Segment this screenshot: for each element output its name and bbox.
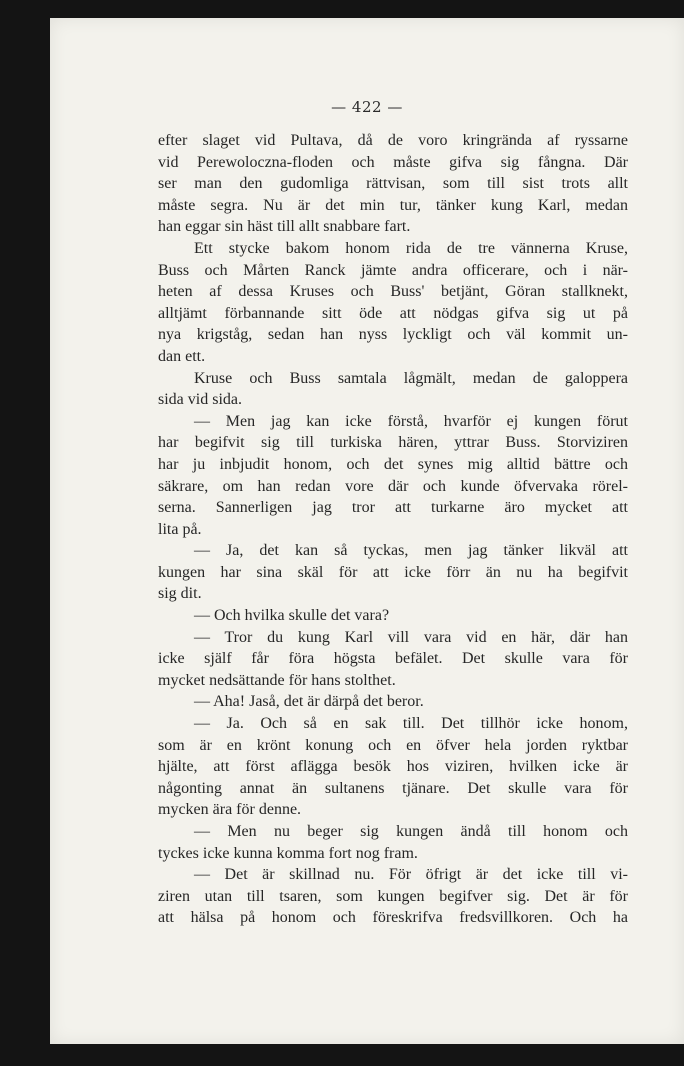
- text-line: nya krigståg, sedan han nyss lyckligt och väl kommit un-: [158, 326, 628, 344]
- text-line: Ett stycke bakom honom rida de tre vännerna Kruse,: [194, 239, 628, 257]
- text-line: lita på.: [158, 520, 202, 538]
- text-line: ziren utan till tsaren, som kungen begifver sig. Det är för: [158, 887, 628, 905]
- text-line: måste segra. Nu är det min tur, tänker kung Karl, medan: [158, 196, 628, 214]
- text-line: kungen har sina skäl för att icke förr än nu ha begifvit: [158, 563, 628, 581]
- text-line: Buss och Mårten Ranck jämte andra officerare, och i när-: [158, 261, 628, 279]
- text-line: någonting annat än sultanens tjänare. Det skulle vara för: [158, 779, 628, 797]
- text-line: har begifvit sig till turkiska hären, yttrar Buss. Storviziren: [158, 434, 628, 452]
- text-line: mycket nedsättande för hans stolthet.: [158, 671, 396, 689]
- text-line: att hälsa på honom och föreskrifva fredsvillkoren. Och ha: [158, 909, 628, 927]
- text-line: — Ja. Och så en sak till. Det tillhör icke honom,: [194, 715, 628, 733]
- text-line: serna. Sannerligen jag tror att turkarne äro mycket att: [158, 499, 628, 517]
- text-line: säkrare, om han redan vore där och kunde öfvervaka rörel-: [158, 477, 628, 495]
- text-line: ser man den gudomliga rättvisan, som till sist trots allt: [158, 175, 628, 193]
- text-line: sida vid sida.: [158, 391, 242, 409]
- text-line: mycken ära för denne.: [158, 801, 302, 819]
- text-line: han eggar sin häst till allt snabbare fart.: [158, 218, 411, 236]
- text-line: — Och hvilka skulle det vara?: [194, 607, 390, 625]
- text-line: heten af dessa Kruses och Buss' betjänt, Göran stallknekt,: [158, 283, 628, 301]
- text-line: — Men jag kan icke förstå, hvarför ej kungen förut: [194, 412, 628, 430]
- text-line: tyckes icke kunna komma fort nog fram.: [158, 844, 418, 862]
- text-line: — Tror du kung Karl vill vara vid en här, där han: [194, 628, 628, 646]
- text-line: sig dit.: [158, 585, 202, 603]
- text-line: icke själf får föra högsta befälet. Det skulle vara för: [158, 650, 628, 668]
- text-line: — Aha! Jaså, det är därpå det beror.: [194, 693, 424, 711]
- text-line: alltjämt förbannande sitt öde att nödgas gifva sig ut på: [158, 304, 628, 322]
- text-line: som är en krönt konung och en öfver hela jorden ryktbar: [158, 736, 628, 754]
- text-line: — Det är skillnad nu. För öfrigt är det icke till vi-: [194, 866, 628, 884]
- book-page: [50, 18, 684, 1044]
- body-text: [158, 130, 628, 929]
- text-line: — Ja, det kan så tyckas, men jag tänker likväl att: [194, 542, 628, 560]
- text-line: — Men nu beger sig kungen ändå till honom och: [194, 823, 628, 840]
- page-number: — 422 —: [331, 98, 403, 116]
- text-line: hjälte, att först aflägga besök hos viziren, hvilken icke är: [158, 758, 628, 776]
- text-line: har ju inbjudit honom, och det synes mig alltid bättre och: [158, 455, 628, 473]
- text-line: efter slaget vid Pultava, då de voro kringrända af ryssarne: [158, 132, 628, 149]
- text-line: Kruse och Buss samtala lågmält, medan de galoppera: [194, 369, 628, 387]
- text-line: dan ett.: [158, 347, 206, 365]
- text-line: vid Perewoloczna-floden och måste gifva sig fångna. Där: [158, 153, 628, 171]
